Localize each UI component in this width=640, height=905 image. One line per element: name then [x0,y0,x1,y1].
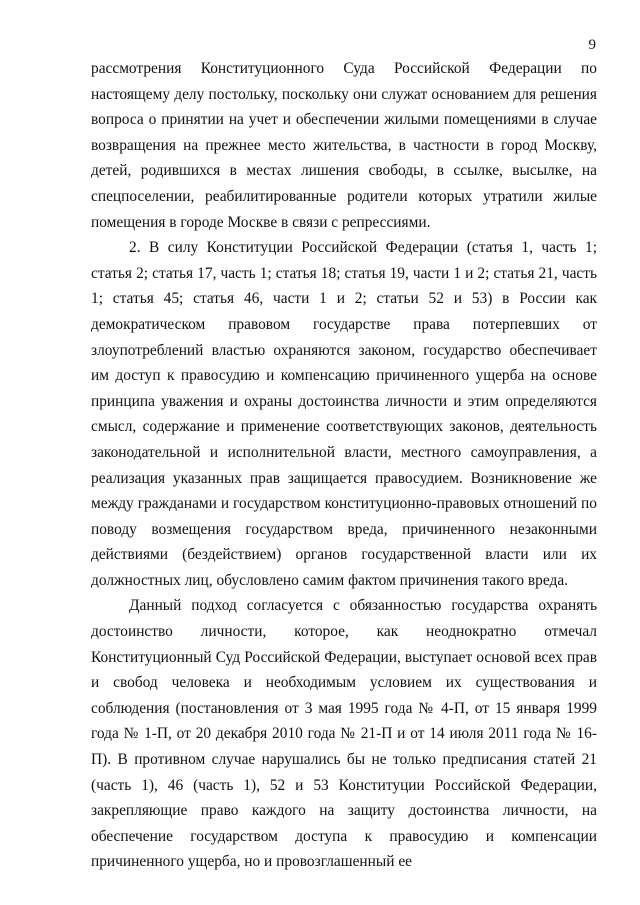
paragraph-3: Данный подход согласуется с обязанностью государства охранять достоинство личности, которое, как неоднократно отмечал Конституционный Суд Российской Федерации, выступает основой всех прав и свобод человека и необходимым условием их существования и соблюдения (постановления от 3 мая 1995 года № 4-П, от 15 января 1999 года № 1-П, от 20 декабря 2010 года № 21-П и от 14 июля 2011 года № 16-П). В противном случае нарушались бы не только предписания статей 21 (часть 1), 46 (часть 1), 52 и 53 Конституции Российской Федерации, закрепляющие право каждого на защиту достоинства личности, на обеспечение государством доступа к правосудию и компенсации причиненного ущерба, но и провозглашенный ее [91,597,597,871]
document-body [91,56,597,875]
page-number: 9 [588,37,596,53]
paragraph-2: 2. В силу Конституции Российской Федерации (статья 1, часть 1; статья 2; статья 17, часть 1; статья 18; статья 19, части 1 и 2; статья 21, часть 1; статья 45; статья 46, части 1 и 2; статьи 52 и 53) в России как демократическом правовом государстве права потерпевших от злоупотреблений властью охраняются законом, государство обеспечивает им доступ к правосудию и компенсацию причиненного ущерба на основе принципа уважения и охраны достоинства личности и этим определяются смысл, содержание и применение соответствующих законов, деятельность законодательной и исполнительной власти, местного самоуправления, а реализация указанных прав защищается правосудием. Возникновение же между гражданами и государством конституционно-правовых отношений по поводу возмещения государством вреда, причиненного незаконными действиями (бездействием) органов государственной власти или их должностных лиц, обусловлено самим фактом причинения такого вреда. [91,239,597,589]
paragraph-continuation: рассмотрения Конституционного Суда Российской Федерации по настоящему делу постольку, поскольку они служат основанием для решения вопроса о принятии на учет и обеспечении жилыми помещениями в случае возвращения на прежнее место жительства, в частности в город Москву, детей, родившихся в местах лишения свободы, в ссылке, высылке, на спецпоселении, реабилитированные родители которых утратили жилые помещения в городе Москве в связи с репрессиями. [91,60,597,231]
